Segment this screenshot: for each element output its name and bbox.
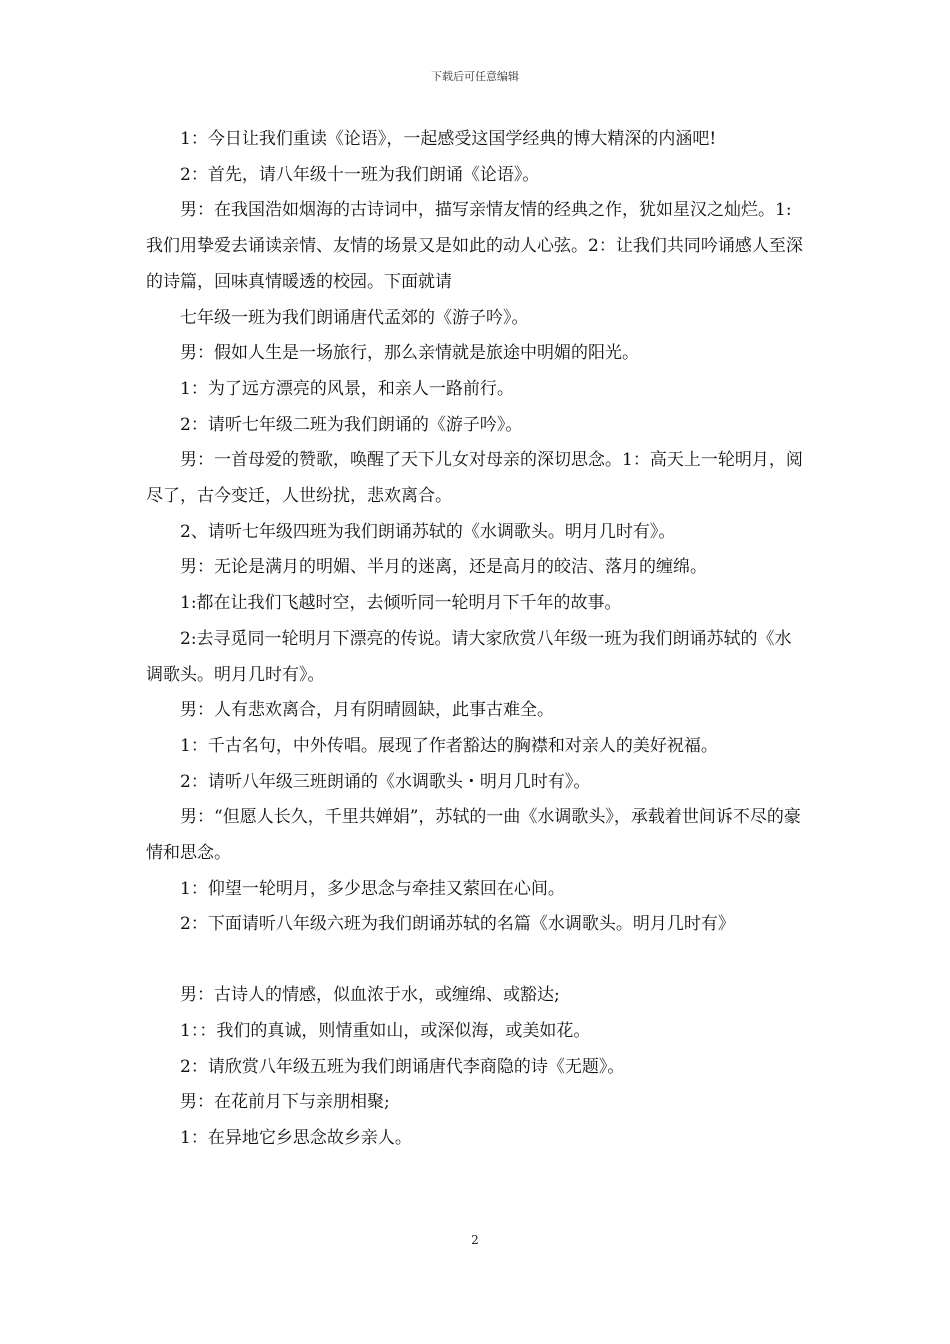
blank-line (146, 943, 808, 978)
paragraph: 男：一首母爱的赞歌，唤醒了天下儿女对母亲的深切思念。1：高天上一轮明月，阅尽了，古今变迁，人世纷扰，悲欢离合。 (146, 450, 803, 507)
paragraph: 1：千古名句，中外传唱。展现了作者豁达的胸襟和对亲人的美好祝福。 (180, 735, 718, 756)
paragraph: 男：无论是满月的明媚、半月的迷离，还是高月的皎洁、落月的缠绵。 (180, 557, 707, 578)
page-header: 下载后可任意编辑 (431, 70, 519, 83)
paragraph: 1：：我们的真诚，则情重如山，或深似海，或美如花。 (180, 1020, 591, 1041)
page-number: 2 (471, 1233, 479, 1247)
paragraph: 男：古诗人的情感，似血浓于水，或缠绵、或豁达; (180, 985, 560, 1006)
paragraph: 七年级一班为我们朗诵唐代孟郊的《游子吟》。 (180, 307, 529, 328)
paragraph: 男：在我国浩如烟海的古诗词中，描写亲情友情的经典之作，犹如星汉之灿烂。1:我们用挚爱去诵读亲情、友情的场景又是如此的动人心弦。2：让我们共同吟诵感人至深的诗篇，回味真情暖透的校园。下面就请 (146, 200, 803, 292)
paragraph: 2：请欣赏八年级五班为我们朗诵唐代李商隐的诗《无题》。 (180, 1056, 625, 1077)
paragraph: 男：“但愿人长久，千里共婵娟”，苏轼的一曲《水调歌头》，承载着世间诉不尽的豪情和思念。 (146, 807, 801, 864)
paragraph: 男：人有悲欢离合，月有阴晴圆缺，此事古难全。 (180, 700, 554, 721)
paragraph: 2：首先，请八年级十一班为我们朗诵《论语》。 (180, 164, 540, 185)
paragraph: 2：下面请听八年级六班为我们朗诵苏轼的名篇《水调歌头。明月几时有》 (180, 914, 735, 935)
document-body (146, 122, 808, 1157)
paragraph: 1：今日让我们重读《论语》，一起感受这国学经典的博大精深的内涵吧! (180, 129, 717, 149)
paragraph: 男：假如人生是一场旅行，那么亲情就是旅途中明媚的阳光。 (180, 343, 639, 364)
paragraph: 2：请听七年级二班为我们朗诵的《游子吟》。 (180, 414, 523, 435)
paragraph: 1：在异地它乡思念故乡亲人。 (180, 1127, 412, 1148)
paragraph: 2、请听七年级四班为我们朗诵苏轼的《水调歌头。明月几时有》。 (180, 521, 676, 542)
paragraph: 2：请听八年级三班朗诵的《水调歌头・明月几时有》。 (180, 771, 591, 792)
paragraph: 1：为了远方漂亮的风景，和亲人一路前行。 (180, 378, 514, 399)
paragraph: 2:去寻觅同一轮明月下漂亮的传说。请大家欣赏八年级一班为我们朗诵苏轼的《水调歌头。明月几时有》。 (146, 628, 792, 685)
paragraph: 1：仰望一轮明月，多少思念与牵挂又萦回在心间。 (180, 878, 565, 899)
paragraph: 男：在花前月下与亲朋相聚; (180, 1092, 390, 1113)
paragraph: 1:都在让我们飞越时空，去倾听同一轮明月下千年的故事。 (180, 593, 622, 614)
